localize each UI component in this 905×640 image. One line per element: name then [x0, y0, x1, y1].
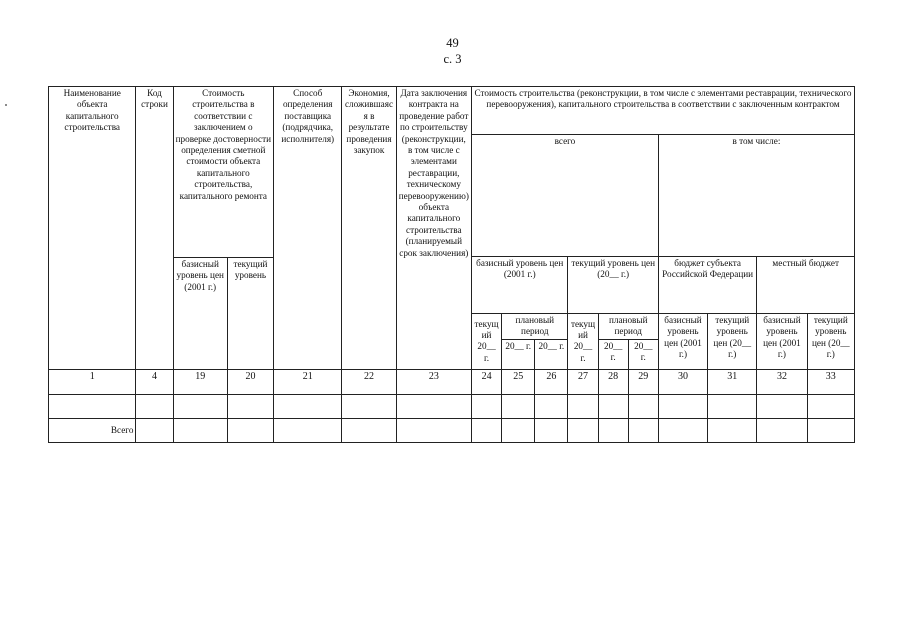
col-num: 27	[568, 369, 598, 394]
column-number-row	[49, 369, 855, 394]
page-subtitle: с. 3	[443, 52, 462, 66]
header-current-year: текущий 20__ г.	[472, 314, 502, 370]
header-plan-year-3: 20__ г.	[598, 339, 628, 369]
col-num: 33	[807, 369, 854, 394]
col-num: 1	[49, 369, 136, 394]
header-code: Код строки	[136, 87, 173, 370]
col-num: 28	[598, 369, 628, 394]
col-num: 23	[396, 369, 471, 394]
col-num: 25	[502, 369, 535, 394]
col-num: 32	[757, 369, 807, 394]
header-total-base: базисный уровень цен (2001 г.)	[472, 257, 568, 314]
total-row	[49, 418, 855, 442]
col-num: 21	[274, 369, 342, 394]
header-method: Способ определения поставщика (подрядчика, исполнителя)	[274, 87, 342, 370]
header-cost: Стоимость строительства в соответствии с заключением о проверке достоверности определения сметной стоимости объекта капитального строительства, капитального ремонта	[173, 87, 273, 258]
report-form-table	[48, 86, 855, 443]
header-plan-year-4: 20__ г.	[628, 339, 658, 369]
total-label: Всего	[49, 418, 136, 442]
header-plan-year-1: 20__ г.	[502, 339, 535, 369]
col-num: 30	[658, 369, 707, 394]
header-plan-period: плановый период	[502, 314, 568, 340]
col-num: 4	[136, 369, 173, 394]
col-num: 24	[472, 369, 502, 394]
header-total-current: текущий уровень цен (20__ г.)	[568, 257, 658, 314]
header-current-year-2: текущий 20__ г.	[568, 314, 598, 370]
header-plan-year-2: 20__ г.	[535, 339, 568, 369]
header-local-current: текущий уровень цен (20__ г.)	[807, 314, 854, 370]
col-num: 20	[227, 369, 273, 394]
header-local-budget: местный бюджет	[757, 257, 855, 314]
col-num: 29	[628, 369, 658, 394]
header-subject-budget: бюджет субъекта Российской Федерации	[658, 257, 756, 314]
header-cost-base: базисный уровень цен (2001 г.)	[173, 258, 227, 370]
header-total: всего	[472, 135, 659, 257]
page-number: 49	[446, 36, 459, 50]
header-name: Наименование объекта капитального строительства	[49, 87, 136, 370]
header-economy: Экономия, сложившаяся в результате проведения закупок	[342, 87, 396, 370]
header-contract-cost: Стоимость строительства (реконструкции, в том числе с элементами реставрации, технического перевооружения), капитального строительства в соответствии с заключенным контрактом	[472, 87, 855, 135]
table-row	[49, 394, 855, 418]
col-num: 31	[708, 369, 757, 394]
col-num: 22	[342, 369, 396, 394]
header-plan-period-2: плановый период	[598, 314, 658, 340]
header-subject-current: текущий уровень цен (20__ г.)	[708, 314, 757, 370]
col-num: 26	[535, 369, 568, 394]
header-local-base: базисный уровень цен (2001 г.)	[757, 314, 807, 370]
header-cost-current: текущий уровень	[227, 258, 273, 370]
col-num: 19	[173, 369, 227, 394]
header-including: в том числе:	[658, 135, 854, 257]
header-contract-date: Дата заключения контракта на проведение работ по строительству (реконструкции, в том числе с элементами реставрации, техническому перевооружению) объекта капитального строительства (планируемый срок заключения)	[396, 87, 471, 370]
header-subject-base: базисный уровень цен (2001 г.)	[658, 314, 707, 370]
scan-speck	[5, 104, 7, 106]
